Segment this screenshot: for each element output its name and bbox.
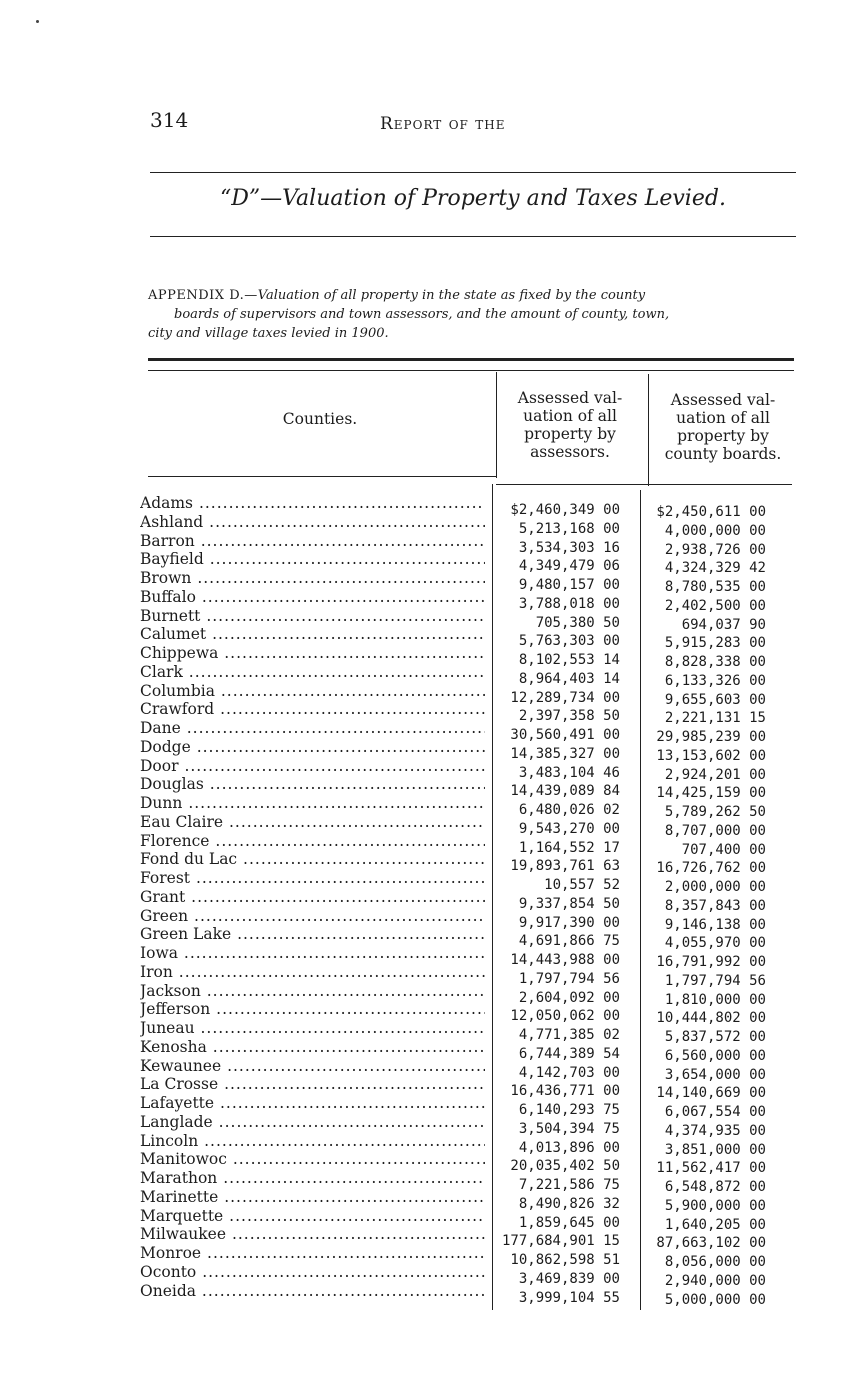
col-head-boards-line: property by (677, 427, 769, 445)
assessors-valuation: 10,557 52 (544, 877, 620, 893)
table-row (0, 869, 844, 895)
county-name: Burnett ..... (140, 607, 485, 625)
county-board-valuation: 2,924,201 00 (664, 766, 766, 783)
county-board-valuation: 5,000,000 00 (664, 1291, 766, 1308)
assessors-valuation: 1,164,552 17 (518, 839, 620, 856)
county-name: Jackson ..... (140, 982, 485, 1000)
table-row (0, 1225, 844, 1252)
county-name: Marquette ..... (140, 1207, 485, 1225)
county-name: Buffalo ..... (140, 588, 485, 606)
table-row (0, 831, 844, 858)
county-name: Dane ..... (140, 719, 485, 737)
assessors-valuation: 1,859,645 00 (518, 1214, 620, 1231)
county-board-valuation: 1,640,205 00 (664, 1216, 766, 1233)
stray-mark (36, 20, 39, 23)
col-head-assessors (500, 389, 640, 461)
table-row (0, 775, 844, 802)
county-board-valuation: 694,037 90 (681, 616, 766, 633)
county-board-valuation: 8,828,338 00 (664, 654, 766, 670)
assessors-valuation: 8,102,553 14 (518, 652, 620, 668)
table-row (0, 681, 844, 708)
county-board-valuation: 5,789,262 50 (664, 804, 766, 820)
table-row (0, 719, 844, 745)
table-row (0, 494, 844, 520)
assessors-valuation: 8,964,403 14 (518, 670, 620, 687)
county-board-valuation: 4,055,970 00 (664, 935, 766, 952)
table-row (0, 944, 844, 970)
assessors-valuation: 177,684,901 15 (501, 1233, 620, 1250)
county-board-valuation: 14,425,159 00 (656, 785, 766, 802)
county-name: Dunn ..... (140, 794, 485, 812)
table-row (0, 981, 844, 1008)
assessors-valuation: 6,744,389 54 (518, 1045, 620, 1062)
county-board-valuation: 3,654,000 00 (664, 1066, 766, 1083)
county-board-valuation: 8,707,000 00 (664, 822, 766, 839)
table-row (0, 1131, 844, 1158)
table-row (0, 850, 844, 877)
county-board-valuation: 8,056,000 00 (664, 1254, 766, 1270)
county-board-valuation: 87,663,102 00 (656, 1235, 766, 1252)
county-name: Lafayette ..... (140, 1094, 485, 1112)
county-board-valuation: 1,797,794 56 (664, 972, 766, 989)
county-name: Manitowoc ..... (140, 1150, 485, 1168)
assessors-valuation: 9,917,390 00 (518, 914, 620, 931)
table-row (0, 1281, 844, 1308)
county-name: Grant ..... (140, 888, 485, 906)
county-name: Marathon ..... (140, 1169, 485, 1187)
county-name: Kewaunee ..... (140, 1057, 485, 1075)
county-board-valuation: 2,938,726 00 (664, 541, 766, 558)
assessors-valuation: 6,140,293 75 (518, 1102, 620, 1118)
county-name: Marinette ..... (140, 1188, 485, 1206)
assessors-valuation: 1,797,794 56 (518, 970, 620, 987)
table-row (0, 906, 844, 933)
county-board-valuation: 9,146,138 00 (664, 916, 766, 933)
assessors-valuation: 20,035,402 50 (510, 1158, 620, 1175)
county-board-valuation: 6,133,326 00 (664, 672, 766, 689)
county-table-body (0, 494, 844, 1308)
assessors-valuation: 3,483,104 46 (518, 764, 620, 781)
assessors-valuation: 5,213,168 00 (518, 520, 620, 537)
assessors-valuation: 6,480,026 02 (518, 802, 620, 818)
county-name: Florence ..... (140, 832, 485, 850)
county-name: Calumet ..... (140, 625, 485, 643)
county-name: Fond du Lac ..... (140, 850, 485, 868)
appendix-caption (148, 286, 796, 343)
assessors-valuation: $2,460,349 00 (510, 502, 620, 518)
table-row (0, 756, 844, 783)
county-board-valuation: 2,221,131 15 (664, 710, 766, 727)
header-bottom-rule-2 (496, 484, 792, 485)
assessors-valuation: 19,893,761 63 (510, 858, 620, 875)
assessors-valuation: 5,763,303 00 (518, 633, 620, 650)
county-name: Eau Claire ..... (140, 813, 485, 831)
header-bottom-rule-1 (148, 476, 496, 477)
county-name: Chippewa ..... (140, 644, 485, 662)
county-name: Lincoln ..... (140, 1132, 485, 1150)
county-board-valuation: 6,067,554 00 (664, 1104, 766, 1120)
assessors-valuation: 9,337,854 50 (518, 895, 620, 912)
table-top-rule (148, 358, 794, 361)
running-head: Report of the (380, 114, 506, 134)
county-name: Green Lake ..... (140, 925, 485, 943)
county-name: Juneau ..... (140, 1019, 485, 1037)
table-row (0, 1244, 844, 1270)
county-name: Adams ..... (140, 494, 485, 512)
assessors-valuation: 3,788,018 00 (518, 595, 620, 612)
assessors-valuation: 7,221,586 75 (518, 1177, 620, 1193)
table-top-rule-thin (148, 370, 794, 371)
col-head-boards-line: Assessed val- (670, 391, 776, 409)
table-row (0, 1056, 844, 1083)
county-board-valuation: 5,837,572 00 (664, 1029, 766, 1045)
table-row (0, 644, 844, 670)
assessors-valuation: 2,397,358 50 (518, 708, 620, 725)
county-board-valuation: 2,940,000 00 (664, 1272, 766, 1289)
assessors-valuation: 8,490,826 32 (518, 1195, 620, 1212)
county-board-valuation: 10,444,802 00 (656, 1010, 766, 1027)
county-name: Monroe ..... (140, 1244, 485, 1262)
assessors-valuation: 705,380 50 (535, 614, 620, 631)
county-name: Ashland ..... (140, 513, 485, 531)
assessors-valuation: 9,543,270 00 (518, 820, 620, 837)
col-head-assessors-line: assessors. (530, 443, 610, 461)
appendix-desc-3: city and village taxes levied in 1900. (148, 326, 389, 341)
assessors-valuation: 3,534,303 16 (518, 539, 620, 556)
county-name: Kenosha ..... (140, 1038, 485, 1056)
county-board-valuation: 13,153,602 00 (656, 747, 766, 764)
assessors-valuation: 2,604,092 00 (518, 989, 620, 1006)
county-board-valuation: 2,000,000 00 (664, 879, 766, 895)
county-name: Crawford ..... (140, 700, 485, 718)
assessors-valuation: 4,691,866 75 (518, 933, 620, 950)
county-board-valuation: 4,374,935 00 (664, 1122, 766, 1139)
county-name: Door ..... (140, 757, 485, 775)
table-row (0, 625, 844, 652)
county-name: Brown ..... (140, 569, 485, 587)
assessors-valuation: 12,050,062 00 (510, 1008, 620, 1025)
assessors-valuation: 16,436,771 00 (510, 1083, 620, 1100)
appendix-lead: APPENDIX D.— (148, 288, 258, 303)
appendix-desc-1: Valuation of all property in the state as fixed by the county (257, 288, 646, 303)
county-board-valuation: 4,324,329 42 (664, 560, 766, 577)
table-row (0, 925, 844, 952)
appendix-desc-2: boards of supervisors and town assessors, and the amount of county, town, (174, 307, 670, 322)
county-board-valuation: 9,655,603 00 (664, 691, 766, 708)
county-name: Oneida ..... (140, 1282, 485, 1300)
page-number: 314 (150, 108, 189, 132)
county-name: Jefferson ..... (140, 1000, 485, 1018)
county-name: Green ..... (140, 907, 485, 925)
table-row (0, 1150, 844, 1177)
county-name: Forest ..... (140, 869, 485, 887)
table-row (0, 1019, 844, 1045)
col-head-boards-line: uation of all (676, 409, 770, 427)
county-board-valuation: 6,560,000 00 (664, 1047, 766, 1064)
table-row (0, 1206, 844, 1233)
top-rule (150, 172, 796, 173)
col-head-boards (652, 391, 794, 463)
assessors-valuation: 9,480,157 00 (518, 577, 620, 593)
col-head-boards-line: county boards. (664, 445, 782, 463)
table-row (0, 606, 844, 633)
assessors-valuation: 30,560,491 00 (510, 727, 620, 743)
assessors-valuation: 14,439,089 84 (510, 783, 620, 800)
county-board-valuation: 16,791,992 00 (656, 954, 766, 970)
table-row (0, 1094, 844, 1120)
table-row (0, 569, 844, 595)
county-name: Columbia ..... (140, 682, 485, 700)
assessors-valuation: 12,289,734 00 (510, 689, 620, 706)
table-row (0, 550, 844, 577)
county-name: Douglas ..... (140, 775, 485, 793)
section-title: “D”—Valuation of Property and Taxes Levied. (220, 186, 726, 211)
col-head-assessors-line: uation of all (523, 407, 617, 425)
header-divider-2 (648, 374, 649, 486)
table-row (0, 794, 844, 820)
col-head-assessors-line: Assessed val- (517, 389, 623, 407)
county-name: Iron ..... (140, 963, 485, 981)
county-board-valuation: 14,140,669 00 (656, 1085, 766, 1102)
table-row (0, 700, 844, 727)
assessors-valuation: 3,469,839 00 (518, 1270, 620, 1287)
table-row (0, 531, 844, 558)
assessors-valuation: 10,862,598 51 (510, 1252, 620, 1268)
table-row (0, 1075, 844, 1102)
table-row (0, 1000, 844, 1027)
assessors-valuation: 4,771,385 02 (518, 1027, 620, 1043)
col-head-counties: Counties. (282, 410, 358, 428)
county-board-valuation: 2,402,500 00 (664, 597, 766, 614)
county-board-valuation: 5,900,000 00 (664, 1197, 766, 1214)
county-name: Bayfield ..... (140, 550, 485, 568)
county-name: Oconto ..... (140, 1263, 485, 1281)
county-name: Barron ..... (140, 532, 485, 550)
county-board-valuation: 707,400 00 (681, 841, 766, 858)
county-board-valuation: $2,450,611 00 (656, 504, 766, 520)
county-board-valuation: 4,000,000 00 (664, 522, 766, 539)
county-name: Langlade ..... (140, 1113, 485, 1131)
county-name: Iowa ..... (140, 944, 485, 962)
county-board-valuation: 29,985,239 00 (656, 729, 766, 745)
county-name: Dodge ..... (140, 738, 485, 756)
header-divider-1 (496, 372, 497, 478)
county-name: Clark ..... (140, 663, 485, 681)
county-board-valuation: 6,548,872 00 (664, 1179, 766, 1195)
col-head-assessors-line: property by (524, 425, 616, 443)
assessors-valuation: 3,504,394 75 (518, 1120, 620, 1137)
county-board-valuation: 8,780,535 00 (664, 579, 766, 595)
assessors-valuation: 4,013,896 00 (518, 1139, 620, 1156)
county-board-valuation: 5,915,283 00 (664, 635, 766, 652)
county-board-valuation: 11,562,417 00 (656, 1160, 766, 1177)
county-board-valuation: 3,851,000 00 (664, 1141, 766, 1158)
assessors-valuation: 4,142,703 00 (518, 1064, 620, 1081)
county-board-valuation: 1,810,000 00 (664, 991, 766, 1008)
county-name: La Crosse ..... (140, 1075, 485, 1093)
assessors-valuation: 14,443,988 00 (510, 952, 620, 968)
title-bottom-rule (150, 236, 796, 237)
table-row (0, 1169, 844, 1195)
county-name: Milwaukee ..... (140, 1225, 485, 1243)
county-board-valuation: 8,357,843 00 (664, 897, 766, 914)
assessors-valuation: 3,999,104 55 (518, 1289, 620, 1306)
assessors-valuation: 14,385,327 00 (510, 745, 620, 762)
county-board-valuation: 16,726,762 00 (656, 860, 766, 877)
assessors-valuation: 4,349,479 06 (518, 558, 620, 575)
